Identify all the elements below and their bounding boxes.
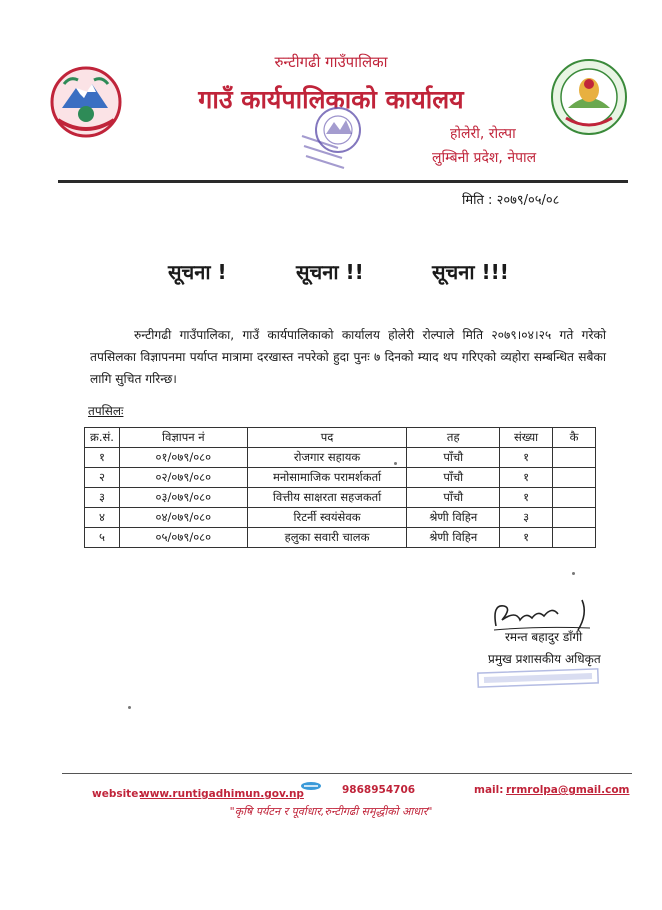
cell-level: पाँचौ [407, 488, 500, 508]
cell-serial: ३ [85, 488, 120, 508]
cell-post: वित्तीय साक्षरता सहजकर्ता [247, 488, 407, 508]
cell-post: मनोसामाजिक परामर्शकर्ता [247, 468, 407, 488]
cell-remark [553, 488, 596, 508]
table-row [85, 488, 596, 508]
location-line-1: होलेरी, रोल्पा [450, 126, 516, 142]
table-row [85, 468, 596, 488]
phone-number: 9868954706 [342, 784, 416, 796]
cell-level: श्रेणी विहिन [407, 508, 500, 528]
header-remark: कै [553, 428, 596, 448]
scan-speck [128, 706, 131, 709]
cell-adv-no: ०३/०७९/०८० [119, 488, 247, 508]
notice-body-text: रुन्टीगढी गाउँपालिका, गाउँ कार्यपालिकाको कार्यालय होलेरी रोल्पाले मिति २०७९।०४।२५ गते गरेको तपसिलका विज्ञापनमा पर्याप्त मात्रामा दरखास्त नपरेको हुदा पुनः ७ दिनको म्याद थप गरिएको व्यहोरा सम्बन्धित सबैका लागि सुचित गरिन्छ। [90, 328, 606, 386]
cell-level: पाँचौ [407, 468, 500, 488]
cell-level: श्रेणी विहिन [407, 528, 500, 548]
cell-remark [553, 468, 596, 488]
header-level: तह [407, 428, 500, 448]
location-line-2: लुम्बिनी प्रदेश, नेपाल [432, 150, 537, 166]
cell-count: १ [500, 468, 553, 488]
signatory-title: प्रमुख प्रशासकीय अधिकृत [488, 652, 601, 666]
table-header-row [85, 428, 596, 448]
cell-adv-no: ०२/०७९/०८० [119, 468, 247, 488]
cell-adv-no: ०५/०७९/०८० [119, 528, 247, 548]
cell-serial: ४ [85, 508, 120, 528]
cell-remark [553, 508, 596, 528]
notice-heading-1: सूचना ! [168, 260, 227, 284]
cell-post: रिटर्नी स्वयंसेवक [247, 508, 407, 528]
notice-heading-3: सूचना !!! [432, 260, 509, 284]
website-label: website: [92, 788, 143, 800]
cell-level: पाँचौ [407, 448, 500, 468]
cell-count: १ [500, 448, 553, 468]
mail-label: mail: [474, 784, 504, 796]
municipality-name: रुन्टीगढी गाउँपालिका [274, 53, 388, 71]
table-row [85, 528, 596, 548]
vacancy-table [84, 427, 596, 548]
scan-speck [394, 462, 397, 465]
office-name: गाउँ कार्यपालिकाको कार्यालय [198, 85, 464, 114]
header-serial: क्र.सं. [85, 428, 120, 448]
signatory-name: रमन्त बहादुर डाँगी [505, 630, 583, 644]
header-adv-no: विज्ञापन नं [119, 428, 247, 448]
header-count: संख्या [500, 428, 553, 448]
table-row [85, 448, 596, 468]
cell-adv-no: ०१/०७९/०८० [119, 448, 247, 468]
cell-serial: २ [85, 468, 120, 488]
date-line: मिति : २०७९/०५/०८ [462, 193, 560, 208]
designation-stamp [476, 668, 600, 688]
website-link[interactable]: www.runtigadhimun.gov.np [140, 788, 304, 800]
cell-remark [553, 448, 596, 468]
phone-icon [300, 781, 322, 791]
details-label: तपसिलः [88, 404, 124, 418]
municipality-seal-icon [550, 58, 628, 136]
notice-body [90, 324, 606, 390]
office-stamp-icon [298, 96, 370, 176]
scan-speck [572, 572, 575, 575]
cell-post: हलुका सवारी चालक [247, 528, 407, 548]
mail-link[interactable]: rrmrolpa@gmail.com [506, 784, 630, 796]
cell-serial: १ [85, 448, 120, 468]
cell-remark [553, 528, 596, 548]
cell-serial: ५ [85, 528, 120, 548]
header-divider [58, 180, 628, 183]
cell-count: १ [500, 488, 553, 508]
cell-count: १ [500, 528, 553, 548]
header-post: पद [247, 428, 407, 448]
table-row [85, 508, 596, 528]
cell-count: ३ [500, 508, 553, 528]
footer-divider [62, 773, 632, 774]
notice-heading-2: सूचना !! [296, 260, 364, 284]
cell-post: रोजगार सहायक [247, 448, 407, 468]
cell-adv-no: ०४/०७९/०८० [119, 508, 247, 528]
footer-slogan: "कृषि पर्यटन र पूर्वाधार,रुन्टीगढी समृद्धीको आधार" [229, 805, 433, 818]
